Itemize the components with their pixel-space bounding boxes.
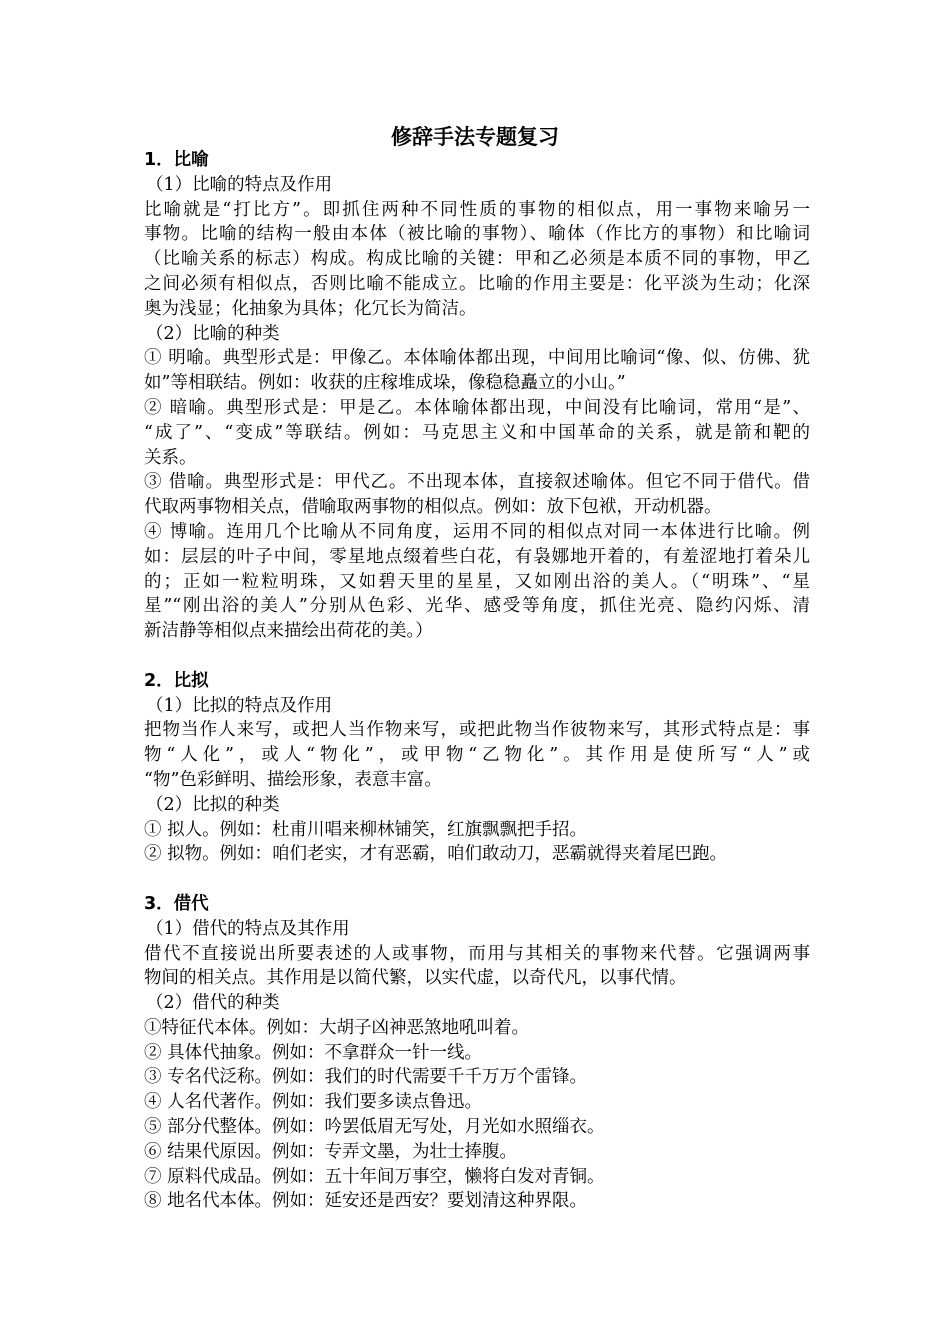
paragraph-line: 如：层层的叶子中间，零星地点缀着些白花，有袅娜地开着的，有羞涩地打着朵儿	[144, 546, 810, 567]
section-heading-personification: 2．比拟	[144, 670, 209, 691]
paragraph-line: 新洁静等相似点来描绘出荷花的美。）	[144, 621, 433, 642]
paragraph-line: 把物当作人来写，或把人当作物来写，或把此物当作彼物来写，其形式特点是：事	[144, 720, 810, 741]
section-heading-metonymy: 3．借代	[144, 893, 209, 914]
subheading: （2）借代的种类	[146, 993, 280, 1014]
subheading: （1）比喻的特点及作用	[146, 174, 333, 195]
paragraph-line: 物“人化”，或人“物化”，或甲物“乙物化”。其作用是使所写“人”或	[144, 745, 810, 766]
list-item: ④ 人名代著作。例如：我们要多读点鲁迅。	[144, 1092, 483, 1113]
subheading: （1）借代的特点及其作用	[146, 918, 350, 939]
list-item: ①特征代本体。例如：大胡子凶神恶煞地吼叫着。	[144, 1017, 529, 1038]
subheading: （2）比喻的种类	[146, 323, 280, 344]
list-item: ② 拟物。例如：咱们老实，才有恶霸，咱们敢动刀，恶霸就得夹着尾巴跑。	[144, 844, 728, 865]
paragraph-line: 比喻就是“打比方”。即抓住两种不同性质的事物的相似点，用一事物来喻另一	[144, 199, 810, 220]
paragraph-line: 借代不直接说出所要表述的人或事物，而用与其相关的事物来代替。它强调两事	[144, 943, 810, 964]
paragraph-line: 代取两事物相关点，借喻取两事物的相似点。例如：放下包袱，开动机器。	[144, 497, 722, 518]
list-item: ① 拟人。例如：杜甫川唱来柳林铺笑，红旗飘飘把手招。	[144, 819, 588, 840]
list-item: ⑥ 结果代原因。例如：专弄文墨，为壮士捧腹。	[144, 1141, 518, 1162]
list-item: ⑦ 原料代成品。例如：五十年间万事空，懒将白发对青铜。	[144, 1166, 605, 1187]
paragraph-line: 事物。比喻的结构一般由本体（被比喻的事物）、喻体（作比方的事物）和比喻词	[144, 224, 810, 245]
spacer	[144, 867, 810, 892]
subheading: （1）比拟的特点及作用	[146, 695, 333, 716]
list-item: ③ 专名代泛称。例如：我们的时代需要千千万万个雷锋。	[144, 1067, 588, 1088]
paragraph-line: ③ 借喻。典型形式是：甲代乙。不出现本体，直接叙述喻体。但它不同于借代。借	[144, 472, 810, 493]
paragraph-line: “物”色彩鲜明、描绘形象，表意丰富。	[144, 769, 442, 790]
document-body	[144, 148, 810, 1214]
paragraph-line: 关系。	[144, 447, 197, 468]
paragraph-line: 之间必须有相似点，否则比喻不能成立。比喻的作用主要是：化平淡为生动；化深	[144, 273, 810, 294]
paragraph-line: ① 明喻。典型形式是：甲像乙。本体喻体都出现，中间用比喻词“像、似、仿佛、犹	[144, 348, 810, 369]
paragraph-line: 星”“刚出浴的美人”分别从色彩、光华、感受等角度，抓住光亮、隐约闪烁、清	[144, 596, 810, 617]
paragraph-line: 如”等相联结。例如：收获的庄稼堆成垛，像稳稳矗立的小山。”	[144, 373, 626, 394]
paragraph-line: ④ 博喻。连用几个比喻从不同角度，运用不同的相似点对同一本体进行比喻。例	[144, 521, 810, 542]
paragraph-line: 奥为浅显；化抽象为具体；化冗长为简洁。	[144, 298, 477, 319]
document-title: 修辞手法专题复习	[391, 125, 559, 149]
list-item: ⑧ 地名代本体。例如：延安还是西安？要划清这种界限。	[144, 1191, 588, 1212]
paragraph-line: ② 暗喻。典型形式是：甲是乙。本体喻体都出现，中间没有比喻词，常用“是”、	[144, 397, 810, 418]
paragraph-line: 物间的相关点。其作用是以简代繁，以实代虚，以奇代凡，以事代情。	[144, 968, 687, 989]
list-item: ② 具体代抽象。例如：不拿群众一针一线。	[144, 1042, 483, 1063]
paragraph-line: （比喻关系的标志）构成。构成比喻的关键：甲和乙必须是本质不同的事物，甲乙	[144, 249, 810, 270]
paragraph-line: “成了”、“变成”等联结。例如：马克思主义和中国革命的关系，就是箭和靶的	[144, 422, 810, 443]
list-item: ⑤ 部分代整体。例如：吟罢低眉无写处，月光如水照缁衣。	[144, 1117, 605, 1138]
spacer	[144, 644, 810, 669]
subheading: （2）比拟的种类	[146, 794, 280, 815]
paragraph-line: 的；正如一粒粒明珠，又如碧天里的星星，又如刚出浴的美人。（“明珠”、“星	[144, 571, 810, 592]
section-heading-metaphor: 1．比喻	[144, 150, 209, 170]
